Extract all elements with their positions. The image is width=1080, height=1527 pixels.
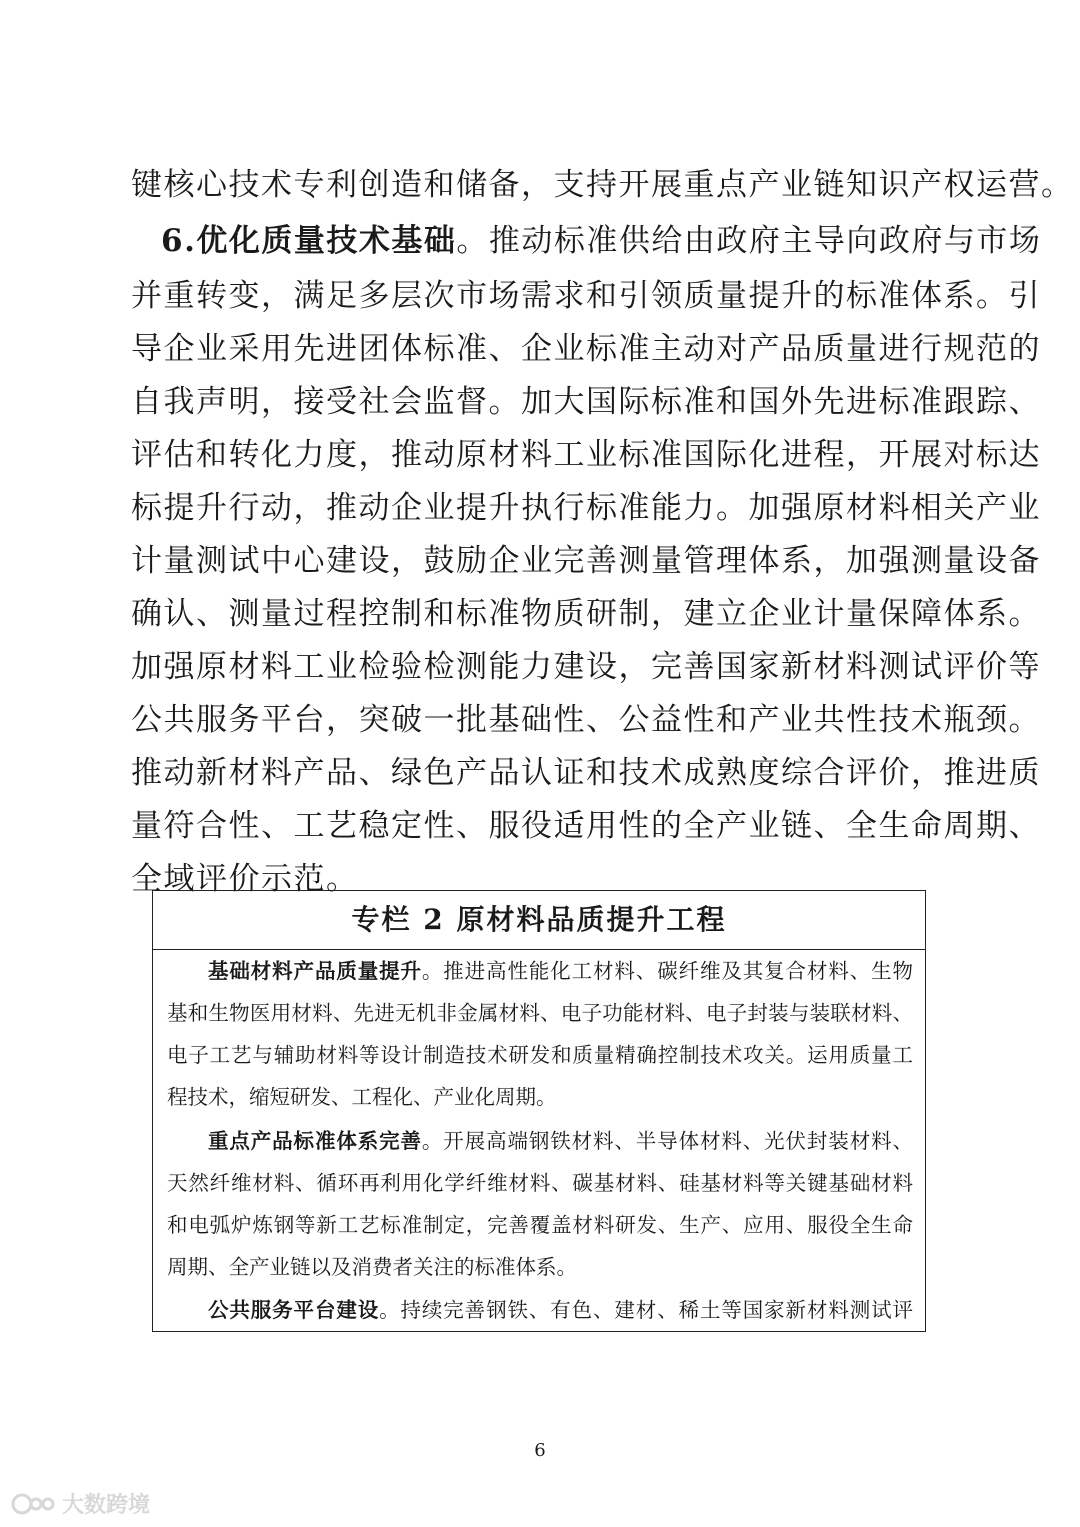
section-heading: 6.优化质量技术基础 bbox=[161, 223, 457, 259]
body-line: 加强原材料工业检验检测能力建设，完善国家新材料测试评价等 bbox=[131, 649, 1041, 685]
body-line: 推动新材料产品、绿色产品认证和技术成熟度综合评价，推进质 bbox=[131, 755, 1041, 791]
body-line: 评估和转化力度，推动原材料工业标准国际化进程，开展对标达 bbox=[131, 437, 1041, 473]
box-line: 周期、全产业链以及消费者关注的标准体系。 bbox=[167, 1255, 577, 1279]
box-line: 基和生物医用材料、先进无机非金属材料、电子功能材料、电子封装与装联材料、 bbox=[167, 1001, 913, 1025]
body-line: 自我声明，接受社会监督。加大国际标准和国外先进标准跟踪、 bbox=[131, 384, 1041, 420]
body-line: 并重转变，满足多层次市场需求和引领质量提升的标准体系。引 bbox=[131, 278, 1041, 314]
page-number: 6 bbox=[534, 1440, 546, 1461]
watermark bbox=[10, 1488, 150, 1519]
body-line: 导企业采用先进团体标准、企业标准主动对产品质量进行规范的 bbox=[131, 331, 1041, 367]
box-line: 电子工艺与辅助材料等设计制造技术研发和质量精确控制技术攻关。运用质量工 bbox=[167, 1043, 913, 1067]
feature-box bbox=[152, 890, 926, 1332]
box-subheading: 重点产品标准体系完善 bbox=[208, 1129, 422, 1153]
body-line: 计量测试中心建设，鼓励企业完善测量管理体系，加强测量设备 bbox=[131, 543, 1041, 579]
body-line: 确认、测量过程控制和标准物质研制，建立企业计量保障体系。 bbox=[131, 596, 1041, 632]
box-line: 基础材料产品质量提升。推进高性能化工材料、碳纤维及其复合材料、生物 bbox=[208, 959, 913, 983]
box-subheading: 公共服务平台建设 bbox=[208, 1298, 380, 1322]
box-line: 天然纤维材料、循环再利用化学纤维材料、碳基材料、硅基材料等关键基础材料 bbox=[167, 1171, 913, 1195]
section-heading-line: 6.优化质量技术基础。推动标准供给由政府主导向政府与市场 bbox=[161, 223, 1042, 259]
body-line: 键核心技术专利创造和储备，支持开展重点产业链知识产权运营。 bbox=[131, 167, 1074, 203]
body-line: 公共服务平台，突破一批基础性、公益性和产业共性技术瓶颈。 bbox=[131, 702, 1041, 738]
watermark-text: 大数跨境 bbox=[62, 1493, 151, 1518]
box-line: 重点产品标准体系完善。开展高端钢铁材料、半导体材料、光伏封装材料、 bbox=[208, 1129, 913, 1153]
body-line: 全域评价示范。 bbox=[131, 861, 359, 897]
body-line: 标提升行动，推动企业提升执行标准能力。加强原材料相关产业 bbox=[131, 490, 1041, 526]
box-title: 专栏 2 原材料品质提升工程 bbox=[153, 891, 925, 950]
logo-icon bbox=[10, 1491, 56, 1517]
box-line: 公共服务平台建设。持续完善钢铁、有色、建材、稀土等国家新材料测试评 bbox=[208, 1298, 913, 1322]
box-line: 程技术，缩短研发、工程化、产业化周期。 bbox=[167, 1085, 557, 1109]
box-subheading: 基础材料产品质量提升 bbox=[208, 959, 422, 983]
body-line: 量符合性、工艺稳定性、服役适用性的全产业链、全生命周期、 bbox=[131, 808, 1041, 844]
box-line: 和电弧炉炼钢等新工艺标准制定，完善覆盖材料研发、生产、应用、服役全生命 bbox=[167, 1213, 913, 1237]
